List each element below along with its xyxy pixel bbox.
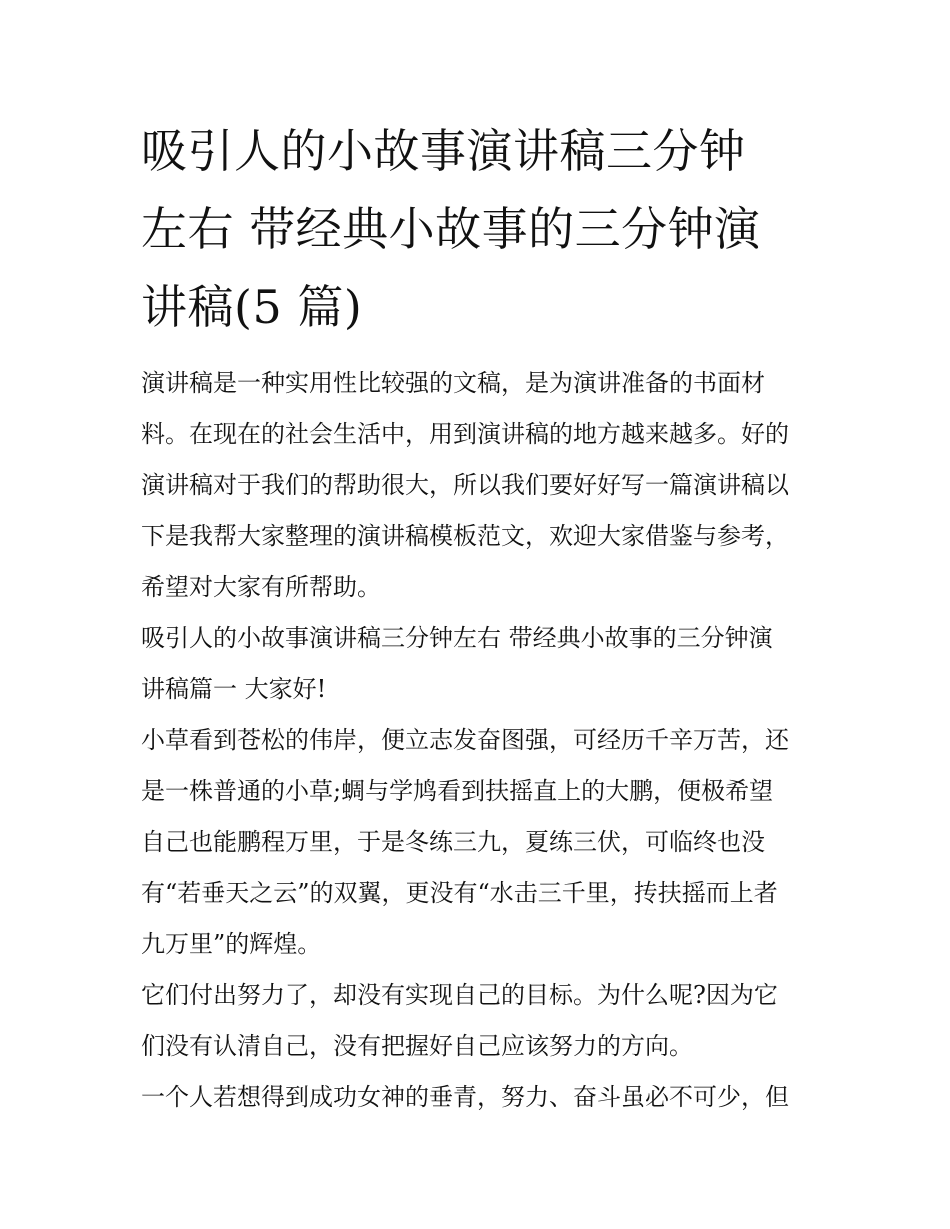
paragraph-intro: 演讲稿是一种实用性比较强的文稿，是为演讲准备的书面材 料。在现在的社会生活中，用到演讲稿的地方越来越多。好的 演讲稿对于我们的帮助很大，所以我们要好好写一篇演讲稿以 下是我帮大家整理的演讲稿模板范文，欢迎大家借鉴与参考， 希望对大家有所帮助。 (141, 369, 789, 601)
document-page (141, 112, 813, 1123)
paragraph-reflection: 它们付出努力了，却没有实现自己的目标。为什么呢?因为它 们没有认清自己，没有把握好自己应该努力的方向。 (141, 981, 778, 1060)
document-title: 吸引人的小故事演讲稿三分钟 左右 带经典小故事的三分钟演 讲稿(5 篇) (141, 124, 761, 334)
document-body (141, 358, 813, 1123)
paragraph-section-heading: 吸引人的小故事演讲稿三分钟左右 带经典小故事的三分钟演 讲稿篇一 大家好! (141, 624, 773, 703)
paragraph-continuation: 一个人若想得到成功女神的垂青，努力、奋斗虽必不可少，但 (141, 1083, 789, 1111)
paragraph-story: 小草看到苍松的伟岸，便立志发奋图强，可经历千辛万苦，还 是一株普通的小草;蜩与学鸠看到扶摇直上的大鹏，便极希望 自己也能鹏程万里，于是冬练三九，夏练三伏，可临终也没 有“若垂天之云”的双翼，更没有“水击三千里，抟扶摇而上者 九万里”的辉煌。 (141, 726, 789, 958)
